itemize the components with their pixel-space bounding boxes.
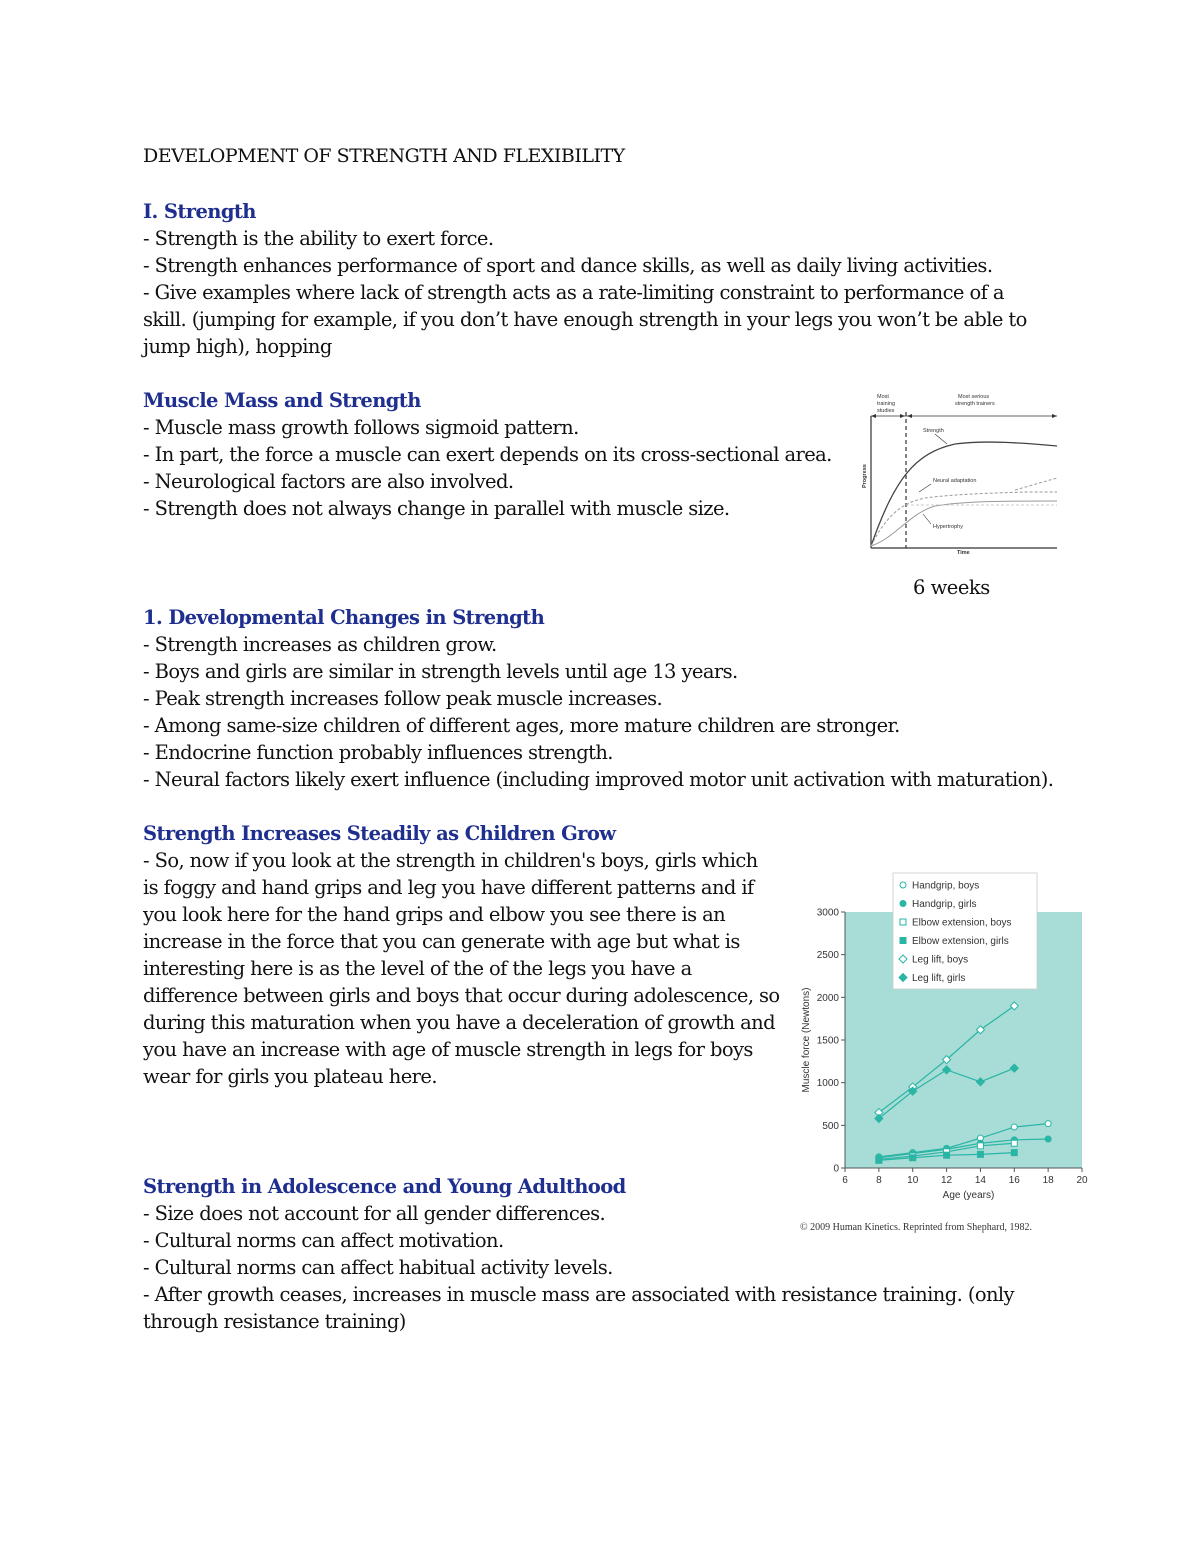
text-line: - So, now if you look at the strength in children's boys, girls which	[143, 849, 758, 872]
data-point	[1011, 1150, 1017, 1156]
most-serious-label-1: Most serious	[958, 394, 990, 400]
legend-label: Elbow extension, boys	[912, 917, 1012, 929]
data-point	[1011, 1140, 1017, 1146]
neural-curve-upper	[1015, 478, 1057, 490]
text-line: - Endocrine function probably influences strength.	[143, 741, 613, 764]
data-point	[944, 1152, 950, 1158]
chart-source: © 2009 Human Kinetics. Reprinted from Shephard, 1982.	[800, 1222, 1033, 1233]
legend-marker	[900, 882, 906, 888]
x-axis-label: Age (years)	[942, 1190, 995, 1201]
x-tick-label: 12	[941, 1175, 953, 1186]
text-line: - Cultural norms can affect habitual activity levels.	[143, 1256, 613, 1279]
y-tick-label: 500	[822, 1120, 839, 1132]
document-title: DEVELOPMENT OF STRENGTH AND FLEXIBILITY	[143, 145, 625, 167]
data-point	[1045, 1136, 1051, 1142]
text-line: increase in the force that you can generate with age but what is	[143, 930, 740, 953]
data-point	[1045, 1121, 1051, 1127]
text-line: - Strength increases as children grow.	[143, 633, 497, 656]
text-line: is foggy and hand grips and leg you have different patterns and if	[143, 876, 754, 899]
x-tick-label: 10	[907, 1175, 919, 1186]
legend-marker	[900, 919, 906, 925]
data-point	[876, 1157, 882, 1163]
text-line: - Muscle mass growth follows sigmoid pattern.	[143, 416, 579, 439]
neural-curve	[871, 492, 1057, 546]
progress-figure	[855, 388, 1065, 558]
text-line: difference between girls and boys that occur during adolescence, so	[143, 984, 780, 1007]
section-heading: I. Strength	[143, 200, 256, 223]
text-line: - Strength enhances performance of sport and dance skills, as well as daily living activities.	[143, 254, 993, 277]
y-tick-label: 0	[833, 1163, 839, 1175]
arrow-mid-left	[900, 414, 905, 418]
section-heading: Muscle Mass and Strength	[143, 389, 421, 412]
text-line: - Neurological factors are also involved.	[143, 470, 514, 493]
section-heading: Strength in Adolescence and Young Adulthood	[143, 1175, 626, 1198]
strength-curve	[871, 442, 1057, 546]
text-line: skill. (jumping for example, if you don’t have enough strength in your legs you won’t be able to	[143, 308, 1027, 331]
text-line: - Size does not account for all gender differences.	[143, 1202, 606, 1225]
figure-caption: 6 weeks	[913, 576, 990, 599]
legend-label: Elbow extension, girls	[912, 936, 1009, 947]
x-tick-label: 8	[876, 1175, 882, 1186]
legend-label: Handgrip, girls	[912, 899, 977, 910]
text-line: interesting here is as the level of the of the legs you have a	[143, 957, 692, 980]
text-line: you have an increase with age of muscle strength in legs for boys	[143, 1038, 753, 1061]
y-tick-label: 2000	[816, 992, 839, 1004]
legend-marker	[900, 938, 906, 944]
text-line: - Give examples where lack of strength acts as a rate-limiting constraint to performance of a	[143, 281, 1004, 304]
y-tick-label: 1500	[816, 1035, 839, 1047]
text-line: through resistance training)	[143, 1310, 406, 1333]
legend-label: Leg lift, boys	[912, 954, 969, 966]
x-tick-label: 20	[1076, 1175, 1088, 1186]
text-line: wear for girls you plateau here.	[143, 1065, 437, 1088]
section-strength	[143, 198, 1027, 360]
text-line: - Strength does not always change in parallel with muscle size.	[143, 497, 730, 520]
arrow-mid-right	[907, 414, 912, 418]
neural-pointer	[919, 484, 931, 492]
y-axis-label: Muscle force (Newtons)	[801, 987, 812, 1093]
strength-pointer	[935, 434, 947, 444]
most-training-label-1: Most	[877, 394, 889, 400]
section-heading: Strength Increases Steadily as Children Grow	[143, 822, 616, 845]
y-tick-label: 2500	[816, 950, 839, 962]
muscle-force-chart	[795, 865, 1095, 1210]
y-tick-label: 1000	[816, 1078, 839, 1090]
legend-marker	[900, 901, 906, 907]
text-line: - Cultural norms can affect motivation.	[143, 1229, 504, 1252]
text-line: - After growth ceases, increases in muscle mass are associated with resistance training. (only	[143, 1283, 1014, 1306]
hypertrophy-curve	[871, 501, 1057, 546]
data-point	[977, 1151, 983, 1157]
y-axis-label: Progress	[862, 464, 868, 488]
data-point	[910, 1155, 916, 1161]
x-axis-label: Time	[957, 550, 970, 556]
most-training-label-2: training	[877, 401, 896, 407]
legend-label: Leg lift, girls	[912, 973, 966, 984]
legend-label: Handgrip, boys	[912, 880, 980, 892]
arrow-right	[1052, 414, 1057, 418]
x-tick-label: 18	[1042, 1175, 1054, 1186]
section-developmental	[143, 604, 1053, 793]
hypertrophy-curve-label: Hypertrophy	[933, 524, 963, 530]
text-line: jump high), hopping	[143, 335, 332, 358]
arrow-left	[871, 414, 876, 418]
data-point	[1011, 1124, 1017, 1130]
x-tick-label: 14	[974, 1175, 986, 1186]
text-line: during this maturation when you have a deceleration of growth and	[143, 1011, 775, 1034]
text-line: - Strength is the ability to exert force.	[143, 227, 494, 250]
text-line: - Peak strength increases follow peak muscle increases.	[143, 687, 663, 710]
x-tick-label: 6	[842, 1175, 848, 1186]
data-point	[977, 1143, 983, 1149]
section-heading: 1. Developmental Changes in Strength	[143, 606, 545, 629]
hypertrophy-pointer	[923, 514, 931, 524]
section-adolescence	[143, 1173, 1014, 1335]
section-steadily	[143, 820, 783, 1090]
text-line: - In part, the force a muscle can exert depends on its cross-sectional area.	[143, 443, 832, 466]
section-muscle-mass	[143, 387, 832, 522]
most-serious-label-2: strength trainers	[955, 401, 995, 407]
text-line: you look here for the hand grips and elbow you see there is an	[143, 903, 726, 926]
most-training-label-3: studies	[877, 408, 895, 414]
text-line: - Among same-size children of different ages, more mature children are stronger.	[143, 714, 900, 737]
y-tick-label: 3000	[816, 907, 839, 919]
strength-curve-label: Strength	[923, 428, 944, 434]
text-line: - Neural factors likely exert influence (including improved motor unit activation with maturation).	[143, 768, 1054, 791]
x-tick-label: 16	[1008, 1175, 1020, 1186]
neural-curve-label: Neural adaptation	[933, 478, 977, 484]
text-line: - Boys and girls are similar in strength levels until age 13 years.	[143, 660, 738, 683]
